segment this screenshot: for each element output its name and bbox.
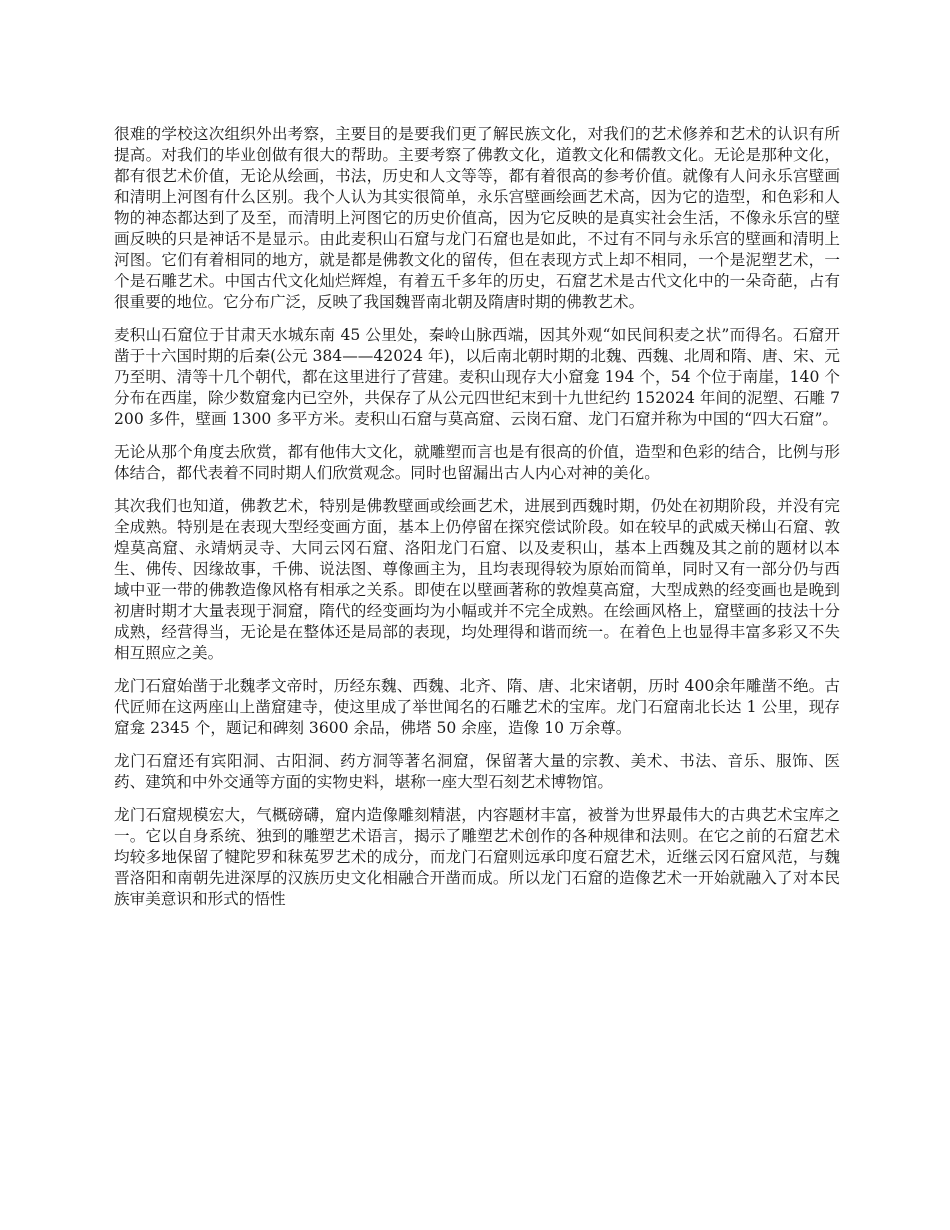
paragraph-buddhist-art: 其次我们也知道，佛教艺术，特别是佛教壁画或绘画艺术，进展到西魏时期，仍处在初期阶段，并没有完全成熟。特别是在表现大型经变画方面，基本上仍停留在探究偿试阶段。如在较早的武威天梯山石窟、敦煌莫高窟、永靖炳灵寺、大同云冈石窟、洛阳龙门石窟、以及麦积山，基本上西魏及其之前的题材以本生、佛传、因缘故事，千佛、说法图、尊像画主为，且均表现得较为原始而简单，同时又有一部分仍与西域中亚一带的佛教造像风格有相承之关系。即使在以壁画著称的敦煌莫高窟，大型成熟的经变画也是晚到初唐时期才大量表现于洞窟，隋代的经变画均为小幅或并不完全成熟。在绘画风格上，窟壁画的技法十分成熟，经营得当，无论是在整体还是局部的表现，均处理得和谐而统一。在着色上也显得丰富多彩又不失相互照应之美。: [114, 497, 840, 662]
paragraph-appreciation: 无论从那个角度去欣赏，都有他伟大文化，就雕塑而言也是有很高的价值，造型和色彩的结合，比例与形体结合，都代表着不同时期人们欣赏观念。同时也留漏出古人内心对神的美化。: [114, 443, 840, 482]
paragraph-intro: 很难的学校这次组织外出考察，主要目的是要我们更了解民族文化，对我们的艺术修养和艺术的认识有所提高。对我们的毕业创做有很大的帮助。主要考察了佛教文化，道教文化和儒教文化。无论是那种文化，都有很艺术价值，无论从绘画，书法，历史和人文等等，都有着很高的参考价值。就像有人问永乐宫壁画和清明上河图有什么区别。我个人认为其实很简单，永乐宫壁画绘画艺术高，因为它的造型，和色彩和人物的神态都达到了及至，而清明上河图它的历史价值高，因为它反映的是真实社会生活，不像永乐宫的壁画反映的只是神话不是显示。由此麦积山石窟与龙门石窟也是如此，不过有不同与永乐宫的壁画和清明上河图。它们有着相同的地方，就是都是佛教文化的留传，但在表现方式上却不相同，一个是泥塑艺术，一个是石雕艺术。中国古代文化灿烂辉煌，有着五千多年的历史，石窟艺术是古代文化中的一朵奇葩，占有很重要的地位。它分布广泛，反映了我国魏晋南北朝及隋唐时期的佛教艺术。: [114, 125, 840, 311]
paragraph-maijishan: 麦积山石窟位于甘肃天水城东南 45 公里处，秦岭山脉西端，因其外观“如民间积麦之状”而得名。石窟开凿于十六国时期的后秦(公元 384——42024 年)，以后南北朝时期的北魏、西魏、北周和隋、唐、宋、元乃至明、清等十几个朝代，都在这里进行了营建。麦积山现存大小窟龛 194 个，54 个位于南崖，140 个分布在西崖，除少数窟龛内已空外，共保存了从公元四世纪末到十九世纪约 152024 年间的泥塑、石雕 7200 多件，壁画 1300 多平方米。麦积山石窟与莫高窟、云岗石窟、龙门石窟并称为中国的“四大石窟”。: [114, 326, 840, 428]
paragraph-longmen-scale: 龙门石窟规模宏大，气概磅礴，窟内造像雕刻精湛，内容题材丰富，被誉为世界最伟大的古典艺术宝库之一。它以自身系统、独到的雕塑艺术语言，揭示了雕塑艺术创作的各种规律和法则。在它之前的石窟艺术均较多地保留了犍陀罗和秣菟罗艺术的成分，而龙门石窟则远承印度石窟艺术，近继云冈石窟风范，与魏晋洛阳和南朝先进深厚的汉族历史文化相融合开凿而成。所以龙门石窟的造像艺术一开始就融入了对本民族审美意识和形式的悟性: [114, 806, 840, 908]
paragraph-longmen-history: 龙门石窟始凿于北魏孝文帝时，历经东魏、西魏、北齐、隋、唐、北宋诸朝，历时 400余年雕凿不绝。古代匠师在这两座山上凿窟建寺，使这里成了举世闻名的石雕艺术的宝库。龙门石窟南北长达 1 公里，现存窟龛 2345 个，题记和碑刻 3600 余品，佛塔 50 余座，造像 10 万余尊。: [114, 677, 840, 737]
paragraph-longmen-caves: 龙门石窟还有宾阳洞、古阳洞、药方洞等著名洞窟，保留著大量的宗教、美术、书法、音乐、服饰、医药、建筑和中外交通等方面的实物史料，堪称一座大型石刻艺术博物馆。: [114, 752, 840, 791]
document-page: [114, 124, 840, 922]
